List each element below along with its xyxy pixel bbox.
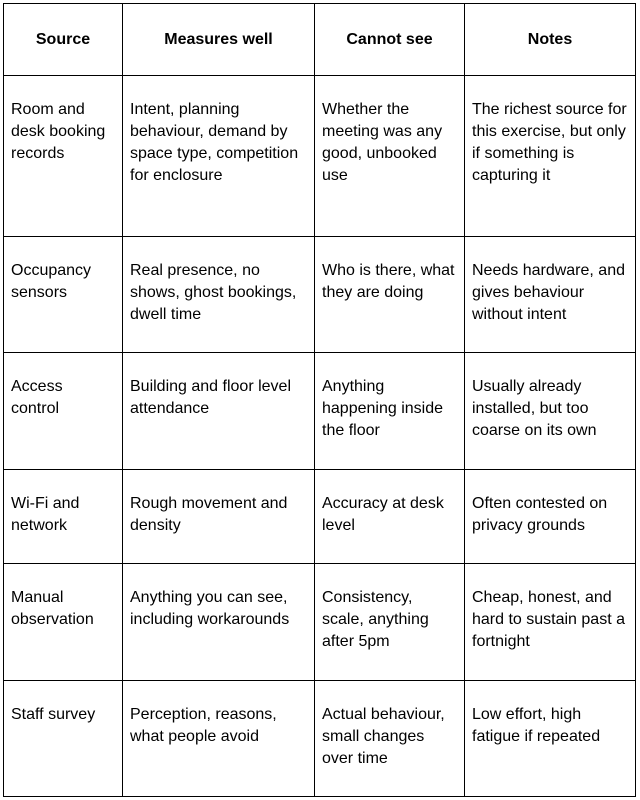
- table-row: [4, 237, 636, 353]
- table-cell: [123, 76, 315, 237]
- cell-source: Occupancy sensors: [11, 262, 92, 301]
- cell-cannot-see: Accuracy at desk level: [322, 495, 444, 534]
- cell-source: Room and desk booking records: [11, 101, 106, 162]
- table-cell: [315, 681, 465, 797]
- table-cell: [315, 76, 465, 237]
- cell-source: Staff survey: [11, 706, 96, 723]
- table-cell: [465, 470, 636, 564]
- cell-cannot-see: Consistency, scale, anything after 5pm: [322, 589, 429, 650]
- cell-cannot-see: Actual behaviour, small changes over time: [322, 706, 445, 767]
- table-cell: [315, 470, 465, 564]
- table-cell: [465, 681, 636, 797]
- cell-notes: Low effort, high fatigue if repeated: [472, 706, 601, 745]
- cell-measures-well: Perception, reasons, what people avoid: [130, 706, 277, 745]
- table-cell: [123, 681, 315, 797]
- cell-measures-well: Intent, planning behaviour, demand by space type, competition for enclosure: [130, 101, 299, 184]
- table-row: [4, 353, 636, 470]
- header-notes: Notes: [465, 4, 636, 76]
- header-source: Source: [4, 4, 123, 76]
- cell-notes: Often contested on privacy grounds: [472, 495, 608, 534]
- table-row: [4, 564, 636, 681]
- cell-cannot-see: Anything happening inside the floor: [322, 378, 443, 439]
- table-row: [4, 470, 636, 564]
- cell-source: Access control: [11, 378, 63, 417]
- table-cell: [465, 353, 636, 470]
- cell-notes: The richest source for this exercise, but only if something is capturing it: [472, 101, 627, 184]
- table-cell: [4, 681, 123, 797]
- table-cell: [4, 564, 123, 681]
- table-cell: [465, 76, 636, 237]
- table-cell: [4, 470, 123, 564]
- table-cell: [315, 353, 465, 470]
- table-cell: [123, 564, 315, 681]
- cell-notes: Usually already installed, but too coarse on its own: [472, 378, 597, 439]
- cell-measures-well: Anything you can see, including workarounds: [130, 589, 290, 628]
- table-row: [4, 76, 636, 237]
- data-sources-table: [3, 3, 636, 797]
- cell-cannot-see: Whether the meeting was any good, unbooked use: [322, 101, 443, 184]
- table-cell: [465, 564, 636, 681]
- table-cell: [123, 237, 315, 353]
- table-cell: [315, 564, 465, 681]
- table-cell: [123, 470, 315, 564]
- cell-notes: Needs hardware, and gives behaviour without intent: [472, 262, 625, 323]
- table-cell: [4, 76, 123, 237]
- table-cell: [4, 353, 123, 470]
- header-cannot-see: Cannot see: [315, 4, 465, 76]
- cell-measures-well: Building and floor level attendance: [130, 378, 291, 417]
- cell-source: Manual observation: [11, 589, 94, 628]
- cell-measures-well: Rough movement and density: [130, 495, 288, 534]
- table-cell: [465, 237, 636, 353]
- table-cell: [4, 237, 123, 353]
- cell-measures-well: Real presence, no shows, ghost bookings, dwell time: [130, 262, 297, 323]
- cell-cannot-see: Who is there, what they are doing: [322, 262, 455, 301]
- cell-notes: Cheap, honest, and hard to sustain past a fortnight: [472, 589, 625, 650]
- cell-source: Wi-Fi and network: [11, 495, 80, 534]
- table-cell: [315, 237, 465, 353]
- table-header-row: [4, 4, 636, 76]
- table-row: [4, 681, 636, 797]
- table-cell: [123, 353, 315, 470]
- header-measures-well: Measures well: [123, 4, 315, 76]
